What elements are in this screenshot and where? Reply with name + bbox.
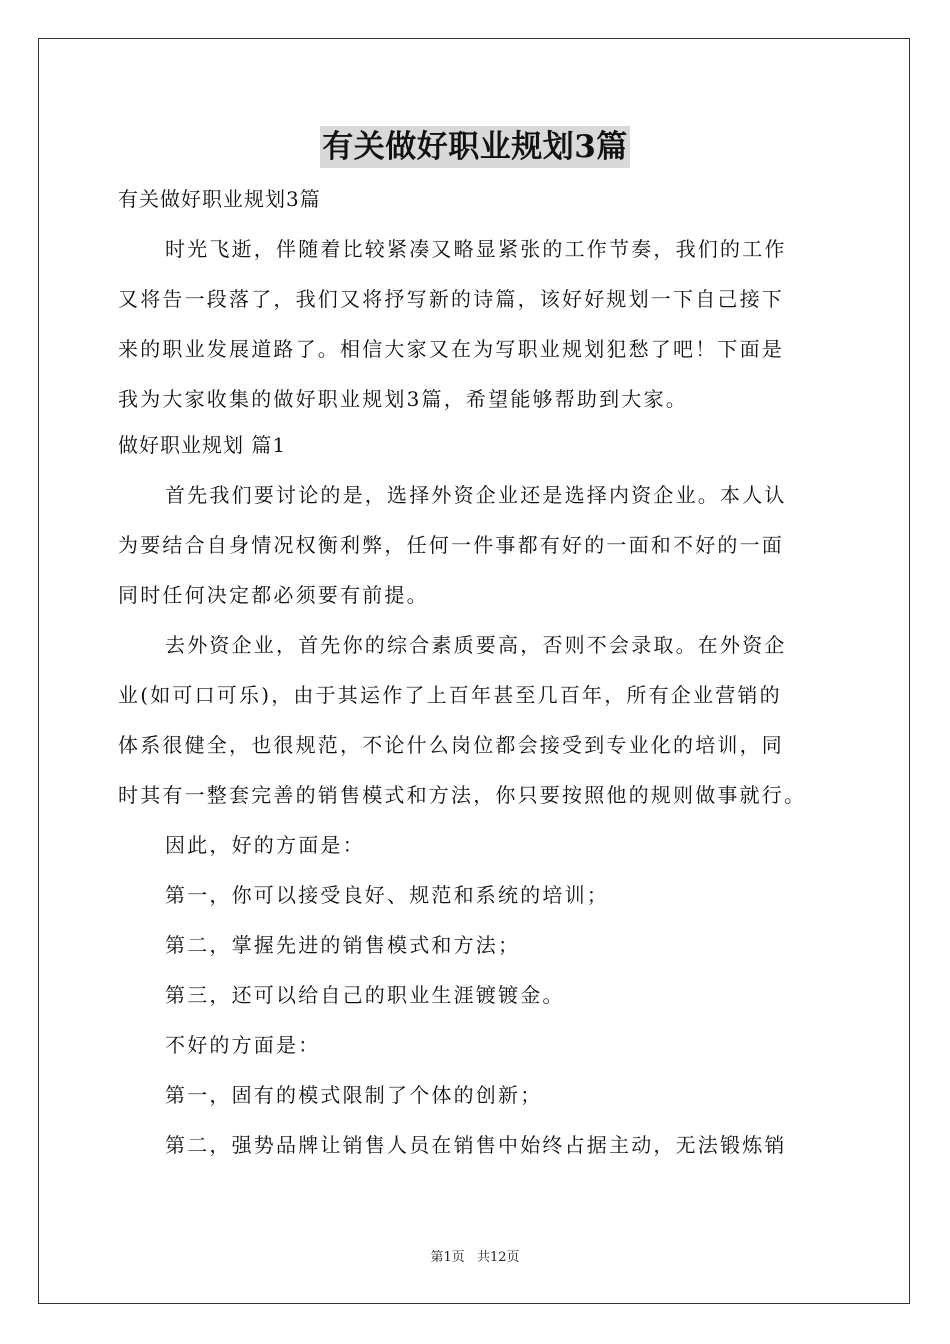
intro-line: 时光飞逝，伴随着比较紧凑又略显紧张的工作节奏，我们的工作 — [165, 237, 787, 261]
section-heading: 做好职业规划 篇1 — [118, 433, 287, 457]
good-item: 第三，还可以给自己的职业生涯镀镀金。 — [165, 983, 565, 1007]
paragraph-1 — [118, 470, 838, 620]
page-total: 共12页 — [476, 1250, 520, 1265]
intro-paragraph — [118, 224, 838, 424]
paragraph-line: 业(如可口可乐)，由于其运作了上百年甚至几百年，所有企业营销的 — [118, 683, 782, 707]
page-footer — [0, 1246, 950, 1265]
bad-item: 第二，强势品牌让销售人员在销售中始终占据主动，无法锻炼销 — [165, 1133, 787, 1157]
document-subtitle: 有关做好职业规划3篇 — [118, 187, 321, 211]
intro-line: 我为大家收集的做好职业规划3篇，希望能够帮助到大家。 — [118, 387, 688, 411]
title-wrap — [0, 126, 950, 168]
intro-line: 来的职业发展道路了。相信大家又在为写职业规划犯愁了吧！下面是 — [118, 337, 784, 361]
document-title: 有关做好职业规划3篇 — [320, 126, 630, 168]
paragraph-line: 去外资企业，首先你的综合素质要高，否则不会录取。在外资企 — [165, 633, 787, 657]
page-current: 第1页 — [430, 1250, 465, 1265]
paragraph-line: 为要结合自身情况权衡利弊，任何一件事都有好的一面和不好的一面 — [118, 533, 784, 557]
good-item: 第一，你可以接受良好、规范和系统的培训； — [165, 883, 609, 907]
paragraph-line: 同时任何决定都必须要有前提。 — [118, 583, 429, 607]
paragraph-line: 体系很健全，也很规范，不论什么岗位都会接受到专业化的培训，同 — [118, 733, 784, 757]
paragraph-line: 时其有一整套完善的销售模式和方法，你只要按照他的规则做事就行。 — [118, 783, 807, 807]
paragraph-line: 首先我们要讨论的是，选择外资企业还是选择内资企业。本人认 — [165, 483, 787, 507]
document-body — [118, 182, 838, 1170]
intro-line: 又将告一段落了，我们又将抒写新的诗篇，该好好规划一下自己接下 — [118, 287, 784, 311]
bad-item: 第一，固有的模式限制了个体的创新； — [165, 1083, 543, 1107]
good-heading: 因此，好的方面是： — [165, 833, 365, 857]
paragraph-2 — [118, 620, 838, 820]
bad-heading: 不好的方面是： — [165, 1033, 321, 1057]
good-item: 第二，掌握先进的销售模式和方法； — [165, 933, 521, 957]
